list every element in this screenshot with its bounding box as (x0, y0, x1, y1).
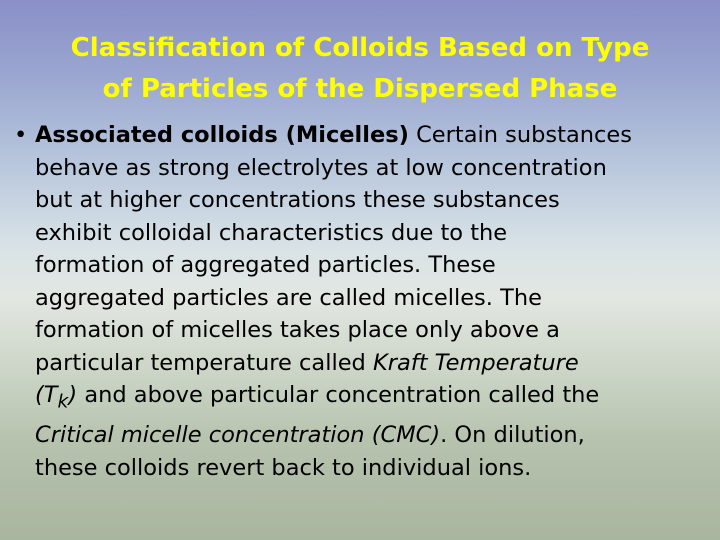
text-line-9-rest: and above particular concentration called the (77, 382, 600, 408)
title-line-1: Classification of Colloids Based on Type (70, 33, 650, 63)
text-line-1 (14, 119, 704, 152)
text-line-8-start: particular temperature called (35, 349, 373, 376)
slide-title (30, 28, 690, 110)
term-kraft-temperature: Kraft Temperature (372, 349, 579, 376)
tk-open: (T (35, 382, 58, 408)
bullet-icon: • (14, 122, 28, 148)
text-line-11: these colloids revert back to individual ions. (35, 454, 532, 481)
text-line-2: behave as strong electrolytes at low concentration (35, 154, 607, 181)
text-line-3: but at higher concentrations these substances (35, 187, 560, 213)
term-associated-colloids: Associated colloids (Micelles) (35, 122, 409, 148)
term-cmc: Critical micelle concentration (CMC) (35, 422, 441, 448)
text-line-10-rest: . On dilution, (440, 422, 585, 448)
text-line-5: formation of aggregated particles. These (35, 252, 496, 278)
bullet-paragraph (14, 119, 704, 484)
tk-subscript: k (57, 391, 69, 413)
text-line-10 (14, 419, 704, 452)
text-line-6: aggregated particles are called micelles. The (35, 284, 542, 311)
tk-close: ) (68, 382, 78, 408)
text-line-9 (14, 379, 704, 419)
text-line-8 (14, 347, 704, 380)
text-line-4: exhibit colloidal characteristics due to the (35, 219, 508, 246)
text-line-7: formation of micelles takes place only above a (35, 317, 560, 343)
title-line-2: of Particles of the Dispersed Phase (102, 74, 618, 104)
text-line-1-rest: Certain substances (408, 122, 632, 148)
